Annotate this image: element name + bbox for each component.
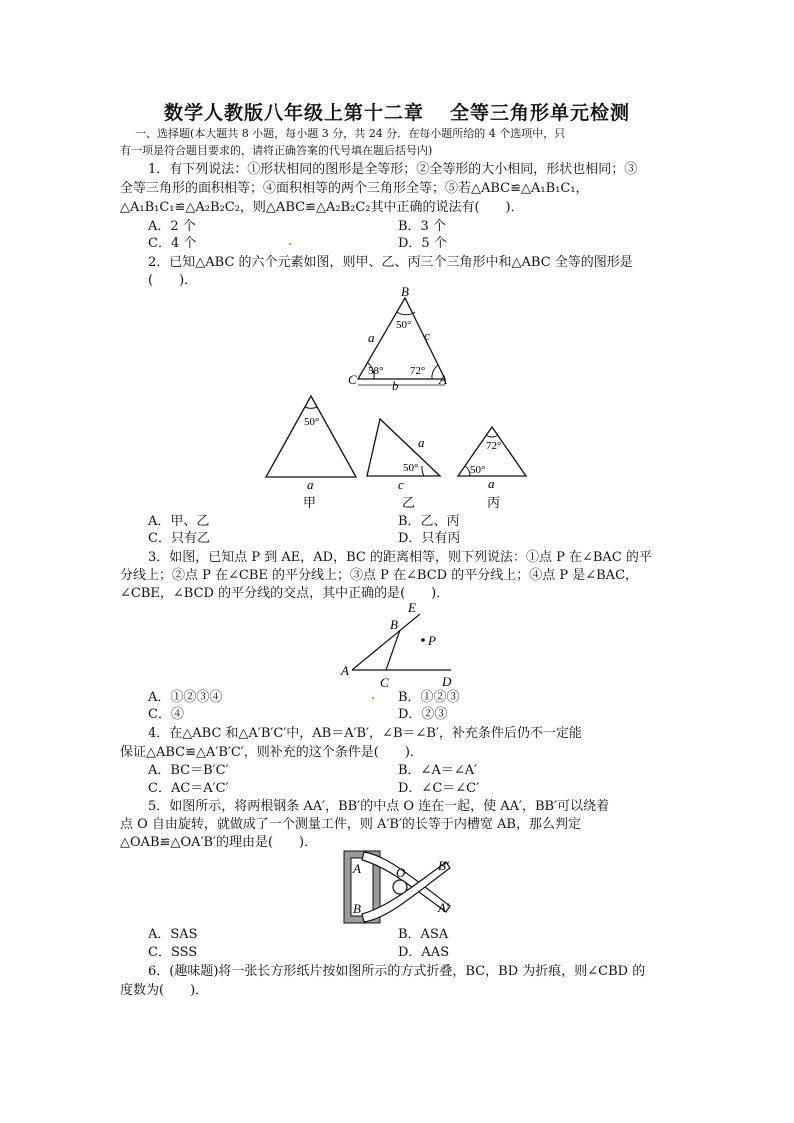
q4-line1: 4．在△ABC 和△A′B′C′中，AB＝A′B′，∠B＝∠B′，补充条件后仍不一定能	[148, 726, 582, 741]
bing-angle-50: 50°	[470, 464, 486, 476]
bing-side-a: a	[488, 476, 495, 491]
title-part2: 全等三角形单元检测	[450, 102, 631, 124]
yi-angle-50: 50°	[403, 462, 419, 474]
q3-option-d: D．②③	[398, 707, 448, 722]
label-b: B	[390, 617, 398, 632]
side-b: b	[392, 378, 399, 393]
q1-line1: 1．有下列说法：①形状相同的图形是全等形；②全等形的大小相同，形状也相同；③	[148, 162, 638, 177]
angle-72: 72°	[410, 365, 426, 377]
q3-line1: 3．如图，已知点 P 到 AE，AD，BC 的距离相等，则下列说法：①点 P 在∠BAC 的平	[148, 550, 652, 565]
q2-line1: 2．已知△ABC 的六个元素如图，则甲、乙、丙三个三角形中和△ABC 全等的图形是	[148, 255, 633, 270]
q5-line2: 点 O 自由旋转，就做成了一个测量工件，则 A′B′的长等于内槽宽 AB，那么判定	[120, 817, 581, 832]
label-o: O	[396, 865, 406, 880]
label-c: C	[380, 675, 389, 690]
label-c: C	[348, 372, 357, 387]
q5-figure	[336, 848, 460, 928]
q3-option-b: B．①②③	[398, 690, 460, 705]
title-part1: 数学人教版八年级上第十二章	[163, 102, 424, 124]
q5-option-d: D．AAS	[398, 945, 450, 960]
page-title	[0, 98, 794, 125]
q4-option-a: A．BC＝B′C′	[148, 763, 229, 778]
jia-angle-50: 50°	[304, 416, 320, 428]
q1-option-b: B．3 个	[398, 219, 446, 234]
label-a: A	[439, 372, 447, 387]
label-p: P	[428, 633, 436, 648]
q2-option-a: A．甲、乙	[148, 514, 210, 529]
q4-option-d: D．∠C＝∠C′	[398, 781, 480, 796]
q1-option-a: A．2 个	[148, 219, 196, 234]
q3-line3: ∠CBE，∠BCD 的平分线的交点，其中正确的是( )．	[120, 586, 450, 601]
label-a-prime: A′	[438, 900, 449, 915]
q3-figure	[335, 598, 465, 690]
stray-dot	[289, 243, 291, 245]
q1-option-c: C．4 个	[148, 236, 197, 251]
stray-dot-2	[372, 697, 374, 699]
q3-option-a: A．①②③④	[148, 690, 223, 705]
yi-side-a: a	[418, 435, 425, 450]
q3-option-c: C．④	[148, 707, 184, 722]
q3-line2: 分线上；②点 P 在∠CBE 的平分线上；③点 P 在∠BCD 的平分线上；④点 P 是∠BAC，	[120, 568, 639, 583]
q2-figure	[250, 283, 550, 513]
angle-50: 50°	[396, 319, 412, 331]
q5-option-a: A．SAS	[148, 927, 198, 942]
q4-option-c: C．AC＝A′C′	[148, 781, 229, 796]
q5-option-b: B．ASA	[398, 927, 449, 942]
q2-line2: ( )．	[148, 273, 198, 288]
side-a: a	[368, 330, 375, 345]
q5-option-c: C．SSS	[148, 945, 198, 960]
q2-option-d: D．只有丙	[398, 531, 461, 546]
label-a: A	[353, 861, 361, 876]
angle-58: 58°	[368, 365, 384, 377]
label-b-prime: B′	[438, 858, 449, 873]
label-e: E	[408, 600, 416, 615]
q1-line3: △A₁B₁C₁≌△A₂B₂C₂，则△ABC≌△A₂B₂C₂其中正确的说法有( )．	[120, 200, 524, 215]
q2-option-c: C．只有乙	[148, 531, 210, 546]
q6-line2: 度数为( )．	[120, 983, 209, 998]
q1-line2: 全等三角形的面积相等；④面积相等的两个三角形全等；⑤若△ABC≌△A₁B₁C₁，	[120, 181, 589, 196]
label-a: A	[341, 663, 349, 678]
q4-option-b: B．∠A＝∠A′	[398, 763, 478, 778]
side-c: c	[424, 328, 430, 343]
q5-line1: 5．如图所示，将两根钢条 AA′，BB′的中点 O 连在一起，使 AA′，BB′可以绕着	[148, 799, 610, 814]
q2-option-b: B．乙、丙	[398, 514, 460, 529]
label-b: B	[401, 284, 409, 299]
label-yi: 乙	[402, 495, 416, 510]
jia-side-a: a	[307, 477, 314, 492]
q1-option-d: D．5 个	[398, 236, 447, 251]
section-instructions-line1: 一、选择题(本大题共 8 小题，每小题 3 分，共 24 分．在每小题所给的 4 个选项中，只	[135, 127, 566, 140]
q5-line3: △OAB≌△OA′B′的理由是( )．	[120, 835, 318, 850]
label-b: B	[353, 901, 361, 916]
yi-side-c: c	[398, 477, 404, 492]
bing-angle-72: 72°	[486, 440, 502, 452]
label-d: D	[442, 674, 452, 689]
label-bing: 丙	[487, 495, 501, 510]
q6-line1: 6．(趣味题)将一张长方形纸片按如图所示的方式折叠，BC，BD 为折痕，则∠CBD 的	[148, 964, 646, 979]
label-jia: 甲	[303, 495, 317, 510]
q4-line2: 保证△ABC≌△A′B′C′，则补充的这个条件是( )．	[120, 745, 423, 760]
section-instructions-line2: 有一项是符合题目要求的，请将正确答案的代号填在题后括号内)	[120, 144, 433, 157]
